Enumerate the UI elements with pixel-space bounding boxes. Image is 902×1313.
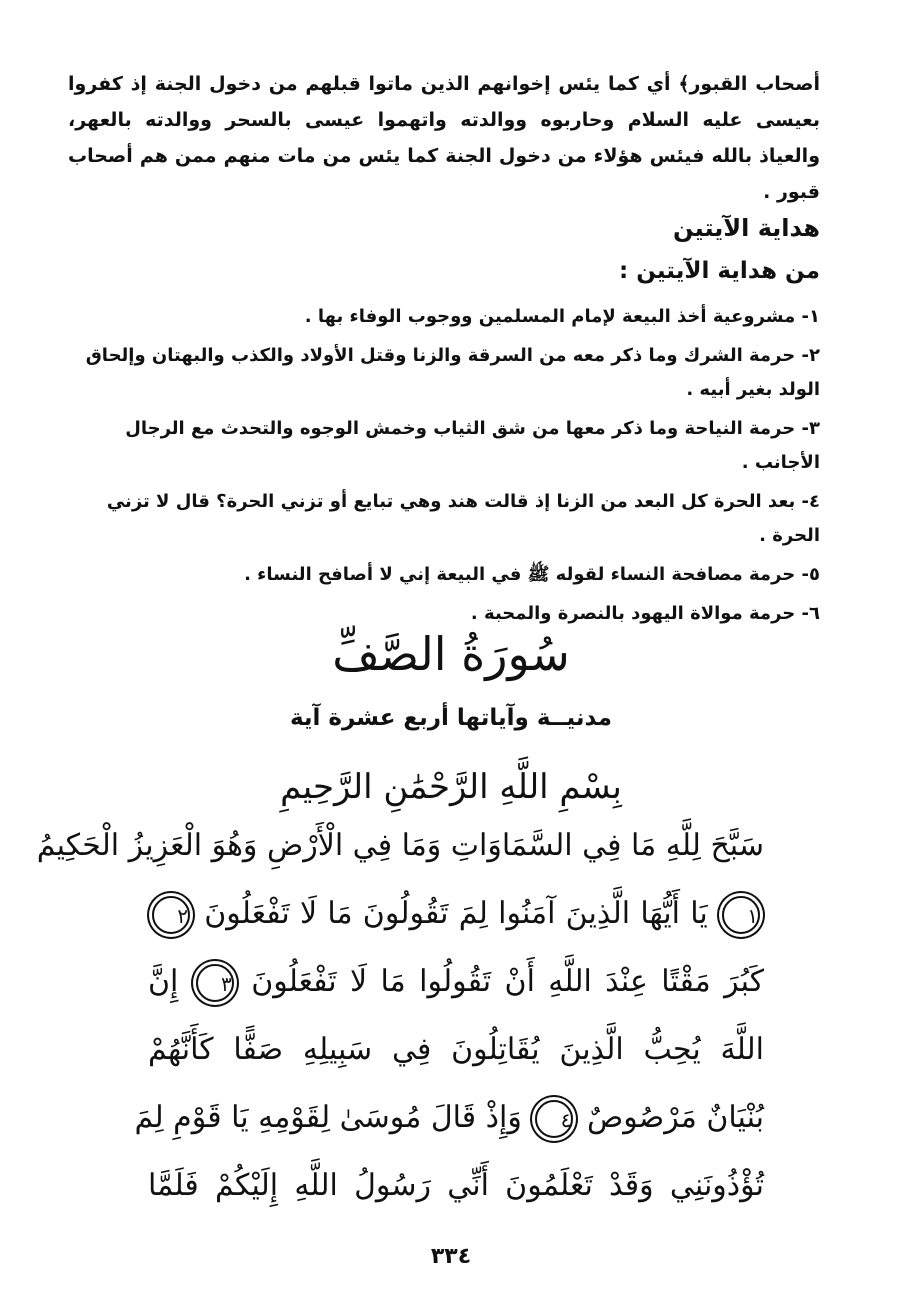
list-item: ٢- حرمة الشرك وما ذكر معه من السرقة والزنا وقتل الأولاد والكذب والبهتان وإلحاق الولد بغير أبيه . bbox=[85, 345, 820, 400]
lesson-text: حرمة موالاة اليهود بالنصرة والمحبة . bbox=[470, 603, 796, 624]
quran-verses bbox=[36, 812, 764, 1220]
verse-text: كَبُرَ مَقْتًا عِنْدَ اللَّهِ أَنْ تَقُولُوا مَا لَا تَفْعَلُونَ bbox=[251, 964, 764, 999]
basmala: بِسْمِ اللَّهِ الرَّحْمَٰنِ الرَّحِيمِ bbox=[280, 767, 622, 807]
verse-line bbox=[148, 880, 764, 948]
lesson-number: ٦ bbox=[809, 603, 820, 624]
list-item: ٥- حرمة مصافحة النساء لقوله ﷺ في البيعة إني لا أصافح النساء . bbox=[244, 564, 820, 585]
list-item: ١- مشروعية أخذ البيعة لإمام المسلمين ووجوب الوفاء بها . bbox=[304, 306, 820, 327]
lesson-number: ٣ bbox=[809, 418, 820, 439]
lesson-number: ٤ bbox=[809, 491, 820, 512]
section-subheading: من هداية الآيتين : bbox=[619, 258, 820, 284]
lesson-text: حرمة مصافحة النساء لقوله ﷺ في البيعة إني لا أصافح النساء . bbox=[244, 564, 796, 585]
section-heading: هداية الآيتين bbox=[673, 214, 820, 242]
surah-title: سُورَةُ الصَّفِّ bbox=[332, 627, 570, 681]
list-item: ٤- بعد الحرة كل البعد من الزنا إذ قالت هند وهي تبايع أو تزني الحرة؟ قال لا تزني الحرة . bbox=[106, 491, 820, 546]
verse-line bbox=[134, 1084, 764, 1152]
lesson-number: ١ bbox=[809, 306, 820, 327]
list-item: ٦- حرمة موالاة اليهود بالنصرة والمحبة . bbox=[470, 603, 820, 624]
surah-info: مدنيــة وآياتها أربع عشرة آية bbox=[289, 705, 613, 731]
verse-text: إِنَّ bbox=[148, 964, 179, 999]
verse-text: يَا أَيُّهَا الَّذِينَ آمَنُوا لِمَ تَقُولُونَ مَا لَا تَفْعَلُونَ bbox=[204, 896, 708, 931]
verse-line bbox=[148, 1152, 764, 1220]
ayah-number-marker: ٣ bbox=[196, 964, 234, 1002]
lesson-text: مشروعية أخذ البيعة لإمام المسلمين ووجوب الوفاء بها . bbox=[304, 306, 796, 327]
verse-text: اللَّهَ يُحِبُّ الَّذِينَ يُقَاتِلُونَ فِي سَبِيلِهِ صَفًّا كَأَنَّهُمْ bbox=[148, 1032, 764, 1067]
lesson-number: ٥ bbox=[809, 564, 820, 585]
verse-text: وَإِذْ قَالَ مُوسَىٰ لِقَوْمِهِ يَا قَوْمِ لِمَ bbox=[134, 1100, 522, 1135]
page-number: ٣٣٤ bbox=[430, 1244, 472, 1269]
ayah-number-marker: ٤ bbox=[535, 1100, 573, 1138]
verse-line bbox=[148, 948, 764, 1016]
lessons-list bbox=[68, 300, 820, 636]
ayah-number-marker: ١ bbox=[722, 896, 760, 934]
lesson-text: بعد الحرة كل البعد من الزنا إذ قالت هند وهي تبايع أو تزني الحرة؟ قال لا تزني الحرة . bbox=[106, 491, 820, 546]
verse-text: سَبَّحَ لِلَّهِ مَا فِي السَّمَاوَاتِ وَمَا فِي الْأَرْضِ وَهُوَ الْعَزِيزُ الْحَكِيمُ bbox=[36, 828, 764, 863]
lesson-text: حرمة النياحة وما ذكر معها من شق الثياب وخمش الوجوه والتحدث مع الرجال الأجانب . bbox=[125, 418, 820, 473]
verse-line bbox=[148, 1016, 764, 1084]
verse-line bbox=[36, 812, 764, 880]
lesson-number: ٢ bbox=[809, 345, 820, 366]
lesson-text: حرمة الشرك وما ذكر معه من السرقة والزنا وقتل الأولاد والكذب والبهتان وإلحاق الولد بغير أبيه . bbox=[85, 345, 820, 400]
list-item: ٣- حرمة النياحة وما ذكر معها من شق الثياب وخمش الوجوه والتحدث مع الرجال الأجانب . bbox=[125, 418, 820, 473]
verse-text: تُؤْذُونَنِي وَقَدْ تَعْلَمُونَ أَنِّي رَسُولُ اللَّهِ إِلَيْكُمْ فَلَمَّا bbox=[148, 1168, 764, 1203]
ayah-number-marker: ٢ bbox=[152, 896, 190, 934]
commentary-paragraph: أصحاب القبور﴾ أي كما يئس إخوانهم الذين ماتوا قبلهم من دخول الجنة إذ كفروا بعيسى عليه السلام وحاربوه ووالدته واتهموا عيسى بالسحر ووالدته بالعهر، والعياذ بالله فيئس هؤلاء من دخول الجنة كما يئس من مات منهم ممن هم أصحاب قبور . bbox=[68, 73, 820, 203]
verse-text: بُنْيَانٌ مَرْصُوصٌ bbox=[586, 1100, 764, 1135]
